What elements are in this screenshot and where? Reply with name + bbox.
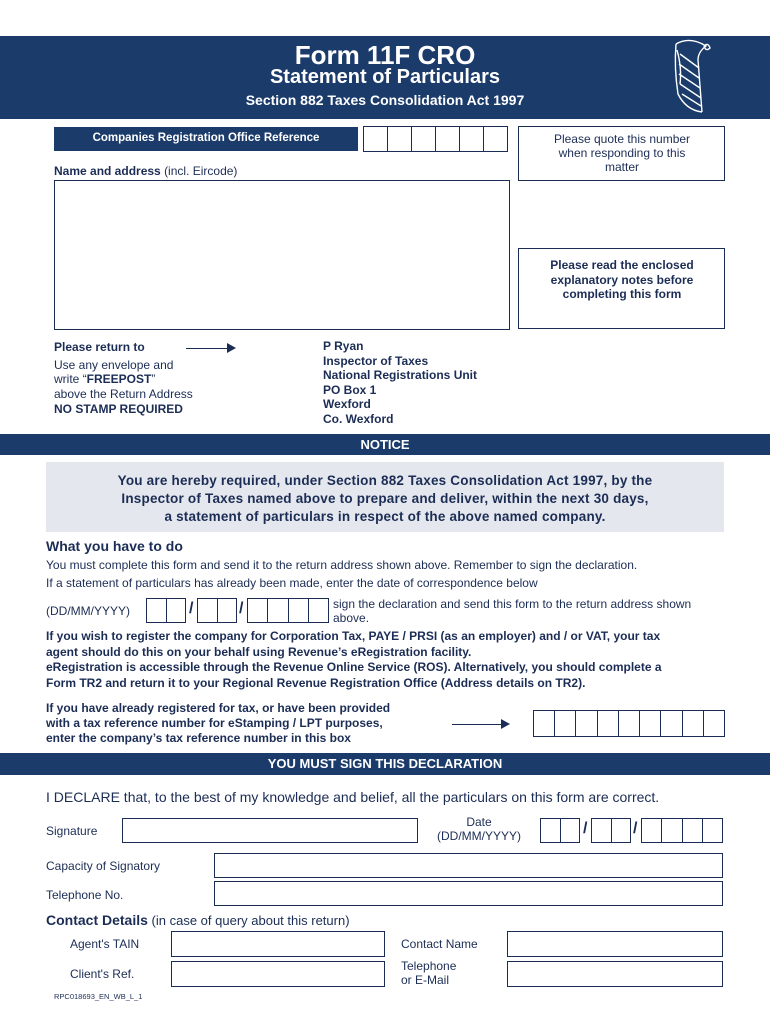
correspondence-month-input[interactable] [197,598,237,623]
contact-name-field[interactable] [507,931,723,957]
what-to-do-heading: What you have to do [46,538,183,554]
declaration-day-input[interactable] [540,818,580,843]
declaration-heading: YOU MUST SIGN THIS DECLARATION [267,756,503,771]
tax-reference-input[interactable] [533,710,725,737]
date-separator: / [189,600,194,617]
form-title: Form 11F CRO [294,40,476,70]
address-line: National Registrations Unit [323,368,478,383]
declaration-text: I DECLARE that, to the best of my knowledge and belief, all the particulars on this form are correct. [46,789,660,805]
what-to-do-line2: If a statement of particulars has already been made, enter the date of correspondence below [46,576,538,590]
cro-reference-label: Companies Registration Office Reference [92,132,320,144]
contact-heading: Contact Details (in case of query about this return) [46,912,350,928]
signature-label: Signature [46,824,98,838]
notice-heading: NOTICE [360,437,410,452]
telephone-email-label: Telephone or E-Mail [401,959,457,987]
what-to-do-line1: You must complete this form and send it to the return address shown above. Remember to sign the declaration. [46,558,638,572]
form-subtitle: Statement of Particulars [269,66,501,88]
address-line: Wexford [323,397,371,412]
clients-ref-label: Client's Ref. [70,967,135,981]
agent-tain-field[interactable] [171,931,385,957]
contact-name-label: Contact Name [401,937,478,951]
return-arrow-icon [186,348,234,349]
envelope-line3: above the Return Address [54,387,193,401]
clients-ref-field[interactable] [171,961,385,987]
registration-text: If you wish to register the company for Corporation Tax, PAYE / PRSI (as an employer) and / or VAT, your tax agent should do this on your behalf using Revenue’s eRegistration facility. eRegistration is accessible through the Revenue Online Service (ROS). Alternatively, you should complete a Form TR2 and return it to your Regional Revenue Registration Office (Address details on TR2). [46,629,662,690]
name-address-label: Name and address (incl. Eircode) [54,164,238,178]
cro-reference-input[interactable] [363,126,508,152]
envelope-line1: Use any envelope and [54,358,174,372]
tax-ref-arrow-icon [452,724,508,725]
correspondence-day-input[interactable] [146,598,186,623]
correspondence-date-label: (DD/MM/YYYY) [46,604,130,618]
harp-icon [668,38,716,116]
name-address-field[interactable] [54,180,510,330]
agent-tain-label: Agent's TAIN [70,937,140,951]
read-note: Please read the enclosed explanatory notes before completing this form [550,258,694,301]
date-separator: / [633,820,638,837]
return-label: Please return to [54,340,145,354]
address-line: Co. Wexford [323,411,394,426]
declaration-date-label: Date (DD/MM/YYYY) [437,815,521,843]
address-line: Inspector of Taxes [323,353,429,368]
return-address [323,339,477,427]
footer-code: RPC018693_EN_WB_L_1 [54,992,143,1001]
quote-note: Please quote this number when responding to this matter [553,132,691,174]
envelope-line2: write “FREEPOST” [54,372,156,386]
date-separator: / [583,820,588,837]
declaration-year-input[interactable] [641,818,723,843]
capacity-label: Capacity of Signatory [46,859,161,873]
telephone-label: Telephone No. [46,888,124,902]
date-separator: / [239,600,244,617]
no-stamp-required: NO STAMP REQUIRED [54,402,183,416]
telephone-field[interactable] [214,881,723,906]
signature-field[interactable] [122,818,418,843]
telephone-email-field[interactable] [507,961,723,987]
address-line: P Ryan [323,339,364,353]
capacity-field[interactable] [214,853,723,878]
date-after-text: sign the declaration and send this form to the return address shown above. [333,597,692,625]
address-line: PO Box 1 [323,382,377,397]
notice-text: You are hereby required, under Section 882 Taxes Consolidation Act 1997, by the Inspector of Taxes named above to prepare and deliver, within the next 30 days, a statement of particulars in respect of the above named company. [117,473,653,524]
form-act: Section 882 Taxes Consolidation Act 1997 [245,92,525,108]
tax-ref-text: If you have already registered for tax, or have been provided with a tax reference number for eStamping / LPT purposes, enter the company’s tax reference number in this box [46,701,391,745]
declaration-month-input[interactable] [591,818,631,843]
correspondence-year-input[interactable] [247,598,329,623]
